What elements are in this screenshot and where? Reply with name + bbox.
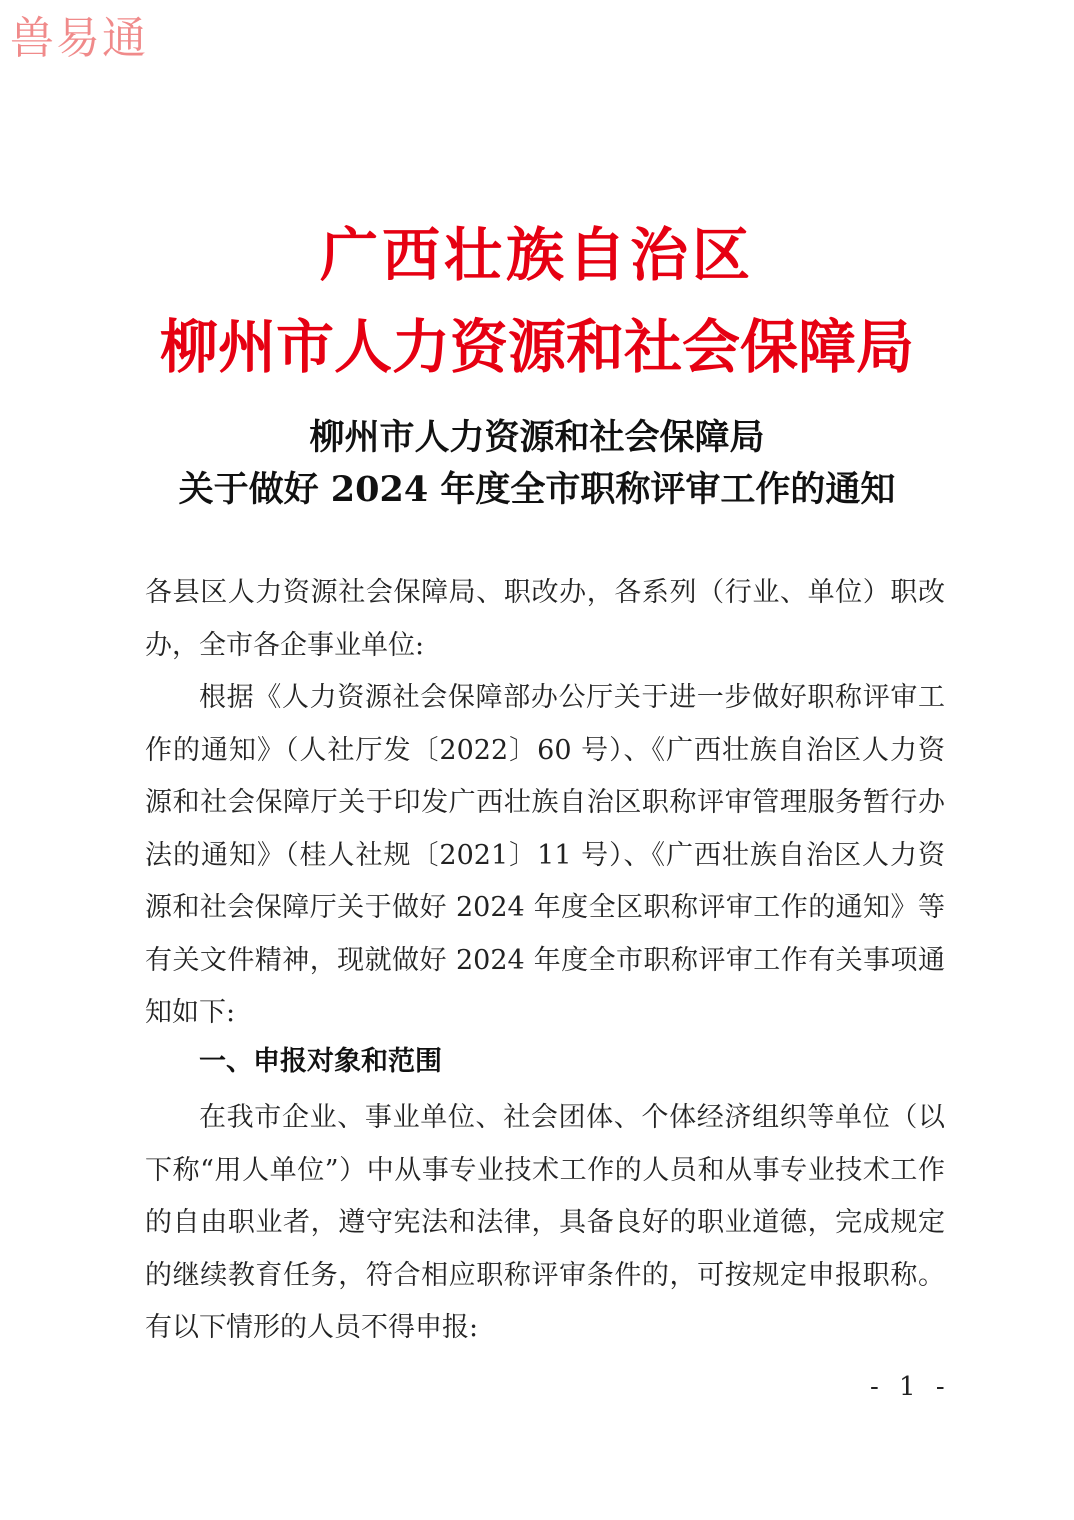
paragraph-scope: 在我市企业、事业单位、社会团体、个体经济组织等单位（以下称“用人单位”）中从事专业技术工作的人员和从事专业技术工作的自由职业者，遵守宪法和法律，具备良好的职业道德，完成规定的继续教育任务，符合相应职称评审条件的，可按规定申报职称。有以下情形的人员不得申报: bbox=[145, 1102, 945, 1343]
section-heading-1: 一、申报对象和范围 bbox=[199, 1046, 442, 1077]
paragraph-basis: 根据《人力资源社会保障部办公厅关于进一步做好职称评审工作的通知》（人社厅发〔2022〕60 号）、《广西壮族自治区人力资源和社会保障厅关于印发广西壮族自治区职称评审管理服务暂行办法的通知》（桂人社规〔2021〕11 号）、《广西壮族自治区人力资源和社会保障厅关于做好 2024 年度全区职称评审工作的通知》等有关文件精神，现就做好 2024 年度全市职称评审工作有关事项通知如下: bbox=[145, 682, 945, 1028]
salutation: 各县区人力资源社会保障局、职改办，各系列（行业、单位）职改办，全市各企事业单位: bbox=[145, 577, 945, 661]
org-header-line-2: 柳州市人力资源和社会保障局 bbox=[159, 313, 914, 381]
document-title-line-2: 关于做好 2024 年度全市职称评审工作的通知 bbox=[178, 469, 896, 510]
watermark: 兽易通 bbox=[10, 13, 148, 64]
org-header-line-1: 广西壮族自治区 bbox=[319, 221, 754, 289]
document-title-line-1: 柳州市人力资源和社会保障局 bbox=[309, 417, 765, 458]
page-number: - 1 - bbox=[870, 1372, 951, 1402]
